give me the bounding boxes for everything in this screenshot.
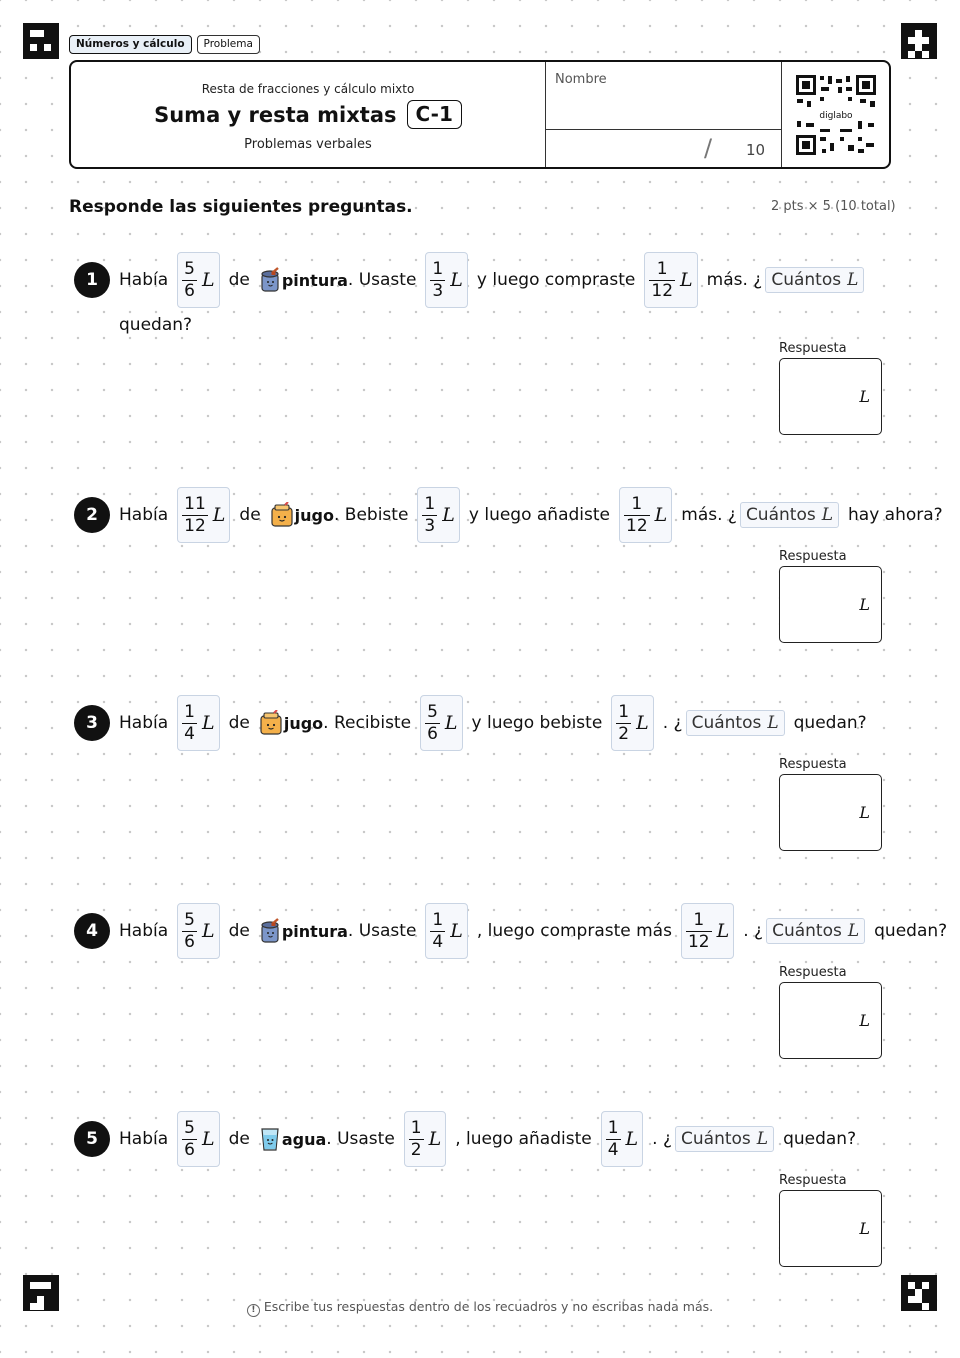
- item-name: jugo: [294, 505, 334, 525]
- question-4: [74, 901, 948, 961]
- question-number: 4: [74, 913, 110, 949]
- fraction-initial-denominator: 6: [184, 1139, 195, 1160]
- ask-word: Cuántos: [681, 1129, 751, 1149]
- unit-liter: L: [767, 713, 779, 733]
- item-name: pintura: [281, 921, 348, 941]
- header-title-block: [71, 62, 546, 167]
- fraction-third-denominator: 12: [626, 515, 648, 536]
- item-name: pintura: [281, 270, 348, 290]
- fraction-second: [425, 252, 467, 308]
- qr-label: diglabo: [818, 110, 853, 121]
- question-tail: hay ahora?: [848, 505, 943, 525]
- question-number: 1: [74, 262, 110, 298]
- unit-liter: L: [450, 920, 463, 942]
- fraction-third-numerator: 1: [607, 1117, 619, 1138]
- fraction-initial: [177, 903, 219, 959]
- question-text: . Usaste: [347, 921, 417, 941]
- points-info: 2 pts × 5 (10 total): [771, 199, 896, 214]
- question-text: de: [228, 713, 250, 733]
- answer-area-5: [779, 1173, 882, 1267]
- registration-marker-top-right: [901, 23, 937, 59]
- fraction-third: [619, 487, 672, 543]
- question-text: , luego compraste más: [476, 921, 672, 941]
- worksheet-subtitle: Resta de fracciones y cálculo mixto: [201, 82, 415, 96]
- answer-label: Respuesta: [779, 757, 847, 772]
- fraction-second-numerator: 1: [410, 1117, 422, 1138]
- worksheet-code: C-1: [407, 100, 462, 129]
- item: [270, 502, 334, 528]
- unit-liter: L: [716, 920, 730, 942]
- info-icon: !: [247, 1304, 260, 1317]
- unit-liter: L: [212, 504, 226, 526]
- question-1: [74, 250, 904, 335]
- question-ask: [766, 918, 865, 944]
- fraction-third-numerator: 1: [618, 701, 630, 722]
- fraction-third-denominator: 12: [651, 280, 674, 301]
- question-text: y luego bebiste: [471, 713, 603, 733]
- item: [259, 1126, 326, 1152]
- item: [259, 710, 323, 736]
- fraction-initial: [177, 1111, 219, 1167]
- fraction-initial-numerator: 5: [184, 1117, 195, 1138]
- unit-liter: L: [756, 1129, 769, 1149]
- unit-liter: L: [821, 505, 833, 525]
- unit-liter: L: [654, 504, 668, 526]
- unit-liter: L: [201, 920, 215, 942]
- unit-liter: L: [859, 1219, 870, 1238]
- question-text: y luego añadiste: [468, 505, 610, 525]
- ask-word: Cuántos: [771, 270, 842, 290]
- score-field[interactable]: [546, 130, 781, 167]
- question-text: . Bebiste: [333, 505, 409, 525]
- answer-label: Respuesta: [779, 341, 847, 356]
- tag-type: Problema: [197, 35, 260, 54]
- fraction-second-numerator: 5: [427, 701, 438, 722]
- question-text: de: [228, 270, 250, 290]
- name-field[interactable]: [546, 62, 781, 130]
- fraction-initial-numerator: 5: [184, 909, 195, 930]
- fraction-second-numerator: 1: [432, 909, 444, 930]
- score-max: 10: [746, 141, 766, 159]
- question-text: de: [228, 1129, 250, 1149]
- tag-category: Números y cálculo: [69, 35, 192, 54]
- fraction-third-denominator: 12: [687, 931, 710, 952]
- worksheet-type: Problemas verbales: [244, 137, 372, 152]
- item-name: agua: [281, 1129, 327, 1149]
- answer-area-2: [779, 549, 882, 643]
- fraction-second-denominator: 2: [410, 1139, 422, 1160]
- fraction-third-denominator: 4: [607, 1139, 619, 1160]
- answer-label: Respuesta: [779, 1173, 847, 1188]
- question-2: [74, 485, 943, 545]
- fraction-initial-numerator: 1: [184, 701, 195, 722]
- question-3: [74, 693, 904, 753]
- fraction-third-denominator: 2: [618, 723, 630, 744]
- question-tail: quedan?: [783, 1129, 857, 1149]
- fraction-third: [681, 903, 734, 959]
- category-tags: [69, 35, 260, 54]
- item: [259, 918, 348, 944]
- fraction-initial-numerator: 11: [184, 493, 206, 514]
- unit-liter: L: [859, 1011, 870, 1030]
- question-text: . Usaste: [347, 270, 417, 290]
- question-ask: [765, 267, 864, 293]
- question-text: de: [228, 921, 250, 941]
- qr-code-icon: [794, 73, 878, 157]
- fraction-initial: [177, 487, 230, 543]
- fraction-third-numerator: 1: [693, 909, 705, 930]
- question-text: . ¿: [743, 921, 764, 941]
- footer-text: Escribe tus respuestas dentro de los recuadros y no escribas nada más.: [263, 1299, 714, 1314]
- fraction-second-numerator: 1: [432, 258, 444, 279]
- unit-liter: L: [680, 269, 693, 291]
- unit-liter: L: [625, 1128, 639, 1150]
- question-ask: [740, 502, 839, 528]
- answer-box[interactable]: [779, 774, 882, 851]
- answer-box[interactable]: [779, 358, 882, 435]
- fraction-initial-denominator: 12: [184, 515, 206, 536]
- answer-area-4: [779, 965, 882, 1059]
- question-text: Había: [119, 1129, 169, 1149]
- fraction-second-numerator: 1: [424, 493, 436, 514]
- question-text: Había: [119, 270, 169, 290]
- question-number: 2: [74, 497, 110, 533]
- fraction-third: [644, 252, 697, 308]
- fraction-second: [420, 695, 462, 751]
- fraction-third: [601, 1111, 643, 1167]
- unit-liter: L: [859, 595, 870, 614]
- unit-liter: L: [201, 269, 215, 291]
- question-5: [74, 1109, 904, 1169]
- question-text: y luego compraste: [476, 270, 636, 290]
- unit-liter: L: [859, 387, 870, 406]
- unit-liter: L: [442, 504, 455, 526]
- name-label: Nombre: [555, 72, 607, 87]
- question-tail: quedan?: [793, 713, 867, 733]
- worksheet-title: Suma y resta mixtas: [154, 102, 397, 127]
- ask-word: Cuántos: [772, 921, 842, 941]
- unit-liter: L: [847, 270, 859, 290]
- ask-word: Cuántos: [691, 713, 762, 733]
- question-text: . ¿: [652, 1129, 673, 1149]
- fraction-second-denominator: 4: [432, 931, 444, 952]
- fraction-initial-denominator: 4: [184, 723, 195, 744]
- item: [259, 267, 348, 293]
- unit-liter: L: [636, 712, 649, 734]
- question-tail: quedan?: [874, 921, 948, 941]
- unit-liter: L: [847, 921, 860, 941]
- fraction-third-numerator: 1: [656, 258, 668, 279]
- score-slash: /: [704, 134, 713, 162]
- answer-label: Respuesta: [779, 965, 847, 980]
- unit-liter: L: [201, 1128, 215, 1150]
- registration-marker-top-left: [23, 23, 59, 59]
- unit-liter: L: [444, 712, 458, 734]
- unit-liter: L: [201, 712, 215, 734]
- fraction-second-denominator: 3: [424, 515, 436, 536]
- question-text: , luego añadiste: [455, 1129, 592, 1149]
- fraction-initial-numerator: 5: [184, 258, 195, 279]
- instructions: Responde las siguientes preguntas.: [69, 197, 413, 217]
- question-text: Había: [119, 713, 169, 733]
- worksheet-header: [69, 60, 891, 169]
- ask-word: Cuántos: [745, 505, 816, 525]
- answer-area-1: [779, 341, 882, 435]
- question-text: de: [239, 505, 261, 525]
- footer-note: [0, 1299, 960, 1317]
- unit-liter: L: [428, 1128, 442, 1150]
- question-text: . Usaste: [326, 1129, 395, 1149]
- answer-area-3: [779, 757, 882, 851]
- fraction-second: [404, 1111, 446, 1167]
- question-text: . ¿: [662, 713, 683, 733]
- unit-liter: L: [450, 269, 463, 291]
- item-name: jugo: [283, 713, 324, 733]
- question-number: 3: [74, 705, 110, 741]
- fraction-initial: [177, 695, 219, 751]
- answer-box[interactable]: [779, 566, 882, 643]
- question-number: 5: [74, 1121, 110, 1157]
- question-text: Había: [119, 921, 169, 941]
- fraction-initial-denominator: 6: [184, 931, 195, 952]
- question-tail: quedan?: [119, 315, 193, 335]
- question-text: . Recibiste: [323, 713, 412, 733]
- question-text: más. ¿: [681, 505, 737, 525]
- fraction-third-numerator: 1: [631, 493, 643, 514]
- fraction-initial-denominator: 6: [184, 280, 195, 301]
- fraction-second-denominator: 6: [427, 723, 438, 744]
- question-ask: [675, 1126, 774, 1152]
- question-ask: [686, 710, 785, 736]
- unit-liter: L: [859, 803, 870, 822]
- question-text: Había: [119, 505, 169, 525]
- fraction-second-denominator: 3: [432, 280, 444, 301]
- answer-label: Respuesta: [779, 549, 847, 564]
- fraction-third: [611, 695, 653, 751]
- answer-box[interactable]: [779, 982, 882, 1059]
- qr-code: [782, 62, 889, 167]
- question-text: más. ¿: [706, 270, 763, 290]
- fraction-second: [417, 487, 459, 543]
- fraction-initial: [177, 252, 219, 308]
- fraction-second: [425, 903, 467, 959]
- answer-box[interactable]: [779, 1190, 882, 1267]
